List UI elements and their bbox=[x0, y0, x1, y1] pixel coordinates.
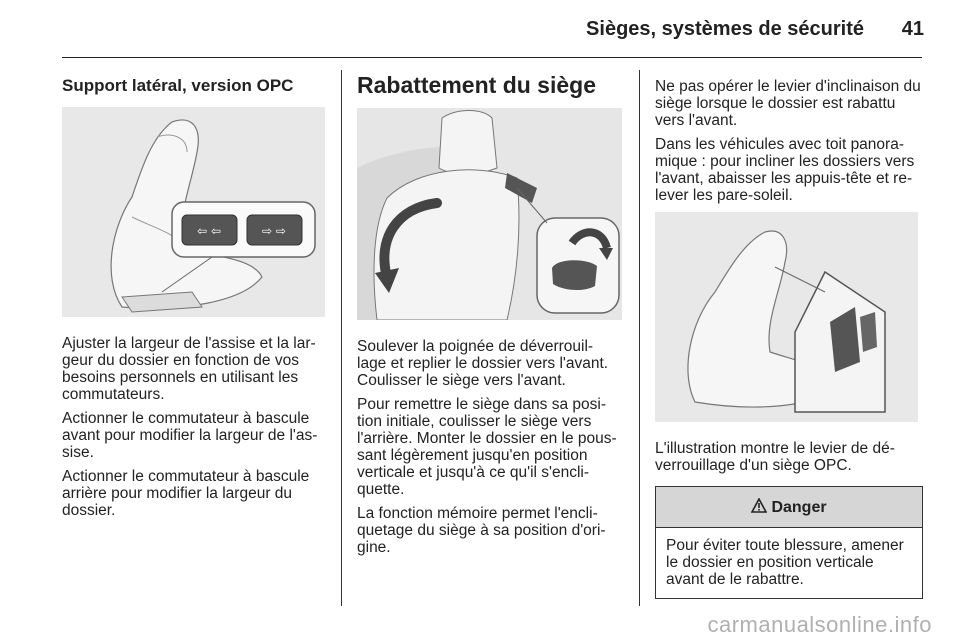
paragraph: Pour remettre le siège dans sa posi-tion initiale, coulisser le siège vers l'arrière. Monter le dossier en le pous-sant légèrement jusqu'en position verticale et jusqu'à ce qu'il s'encli-quette. bbox=[357, 396, 617, 498]
paragraph: Soulever la poignée de déverrouil-lage et replier le dossier vers l'avant. Coulisser le siège vers l'avant. bbox=[357, 338, 609, 389]
danger-header bbox=[656, 487, 922, 528]
paragraph: Ne pas opérer le levier d'inclinaison du siège lorsque le dossier est rabattu vers l'avant. bbox=[655, 78, 921, 129]
opc-release-lever-illustration bbox=[655, 212, 918, 422]
watermark: carmanualsonline.info bbox=[707, 612, 932, 637]
column-lateral-support bbox=[62, 70, 325, 526]
seat-folding-illustration bbox=[357, 108, 622, 320]
header-divider bbox=[62, 57, 922, 58]
column-divider bbox=[639, 70, 640, 606]
warning-triangle-icon bbox=[751, 498, 767, 517]
svg-text:⇨ ⇨: ⇨ ⇨ bbox=[262, 224, 286, 238]
page-title: Sièges, systèmes de sécurité bbox=[586, 18, 864, 40]
column-seat-folding bbox=[357, 70, 622, 563]
seat-switch-illustration bbox=[62, 107, 325, 317]
danger-box bbox=[655, 486, 923, 599]
figure-caption: L'illustration montre le levier de dé-verrouillage d'un siège OPC. bbox=[655, 440, 895, 474]
paragraph: La fonction mémoire permet l'encli-quetage du siège à sa position d'ori-gine. bbox=[357, 505, 606, 556]
svg-text:⇦ ⇦: ⇦ ⇦ bbox=[197, 224, 221, 238]
column-notes bbox=[655, 70, 923, 599]
section-heading-seat-folding: Rabattement du siège bbox=[357, 72, 596, 98]
section-heading-lateral-support: Support latéral, version OPC bbox=[62, 76, 294, 95]
page-number: 41 bbox=[901, 18, 924, 40]
paragraph: Dans les véhicules avec toit panora-mique : pour incliner les dossiers vers l'avant, abaisser les appuis-tête et re-lever les pare-soleil. bbox=[655, 136, 915, 204]
paragraph: Actionner le commutateur à bascule arrière pour modifier la largeur du dossier. bbox=[62, 468, 310, 519]
danger-title: Danger bbox=[771, 498, 827, 516]
column-divider bbox=[341, 70, 342, 606]
danger-text: Pour éviter toute blessure, amener le dossier en position verticale avant de le rabattre. bbox=[666, 537, 904, 588]
paragraph: Ajuster la largeur de l'assise et la lar-geur du dossier en fonction de vos besoins personnels en utilisant les commutateurs. bbox=[62, 335, 316, 403]
paragraph: Actionner le commutateur à bascule avant pour modifier la largeur de l'as-sise. bbox=[62, 410, 318, 461]
